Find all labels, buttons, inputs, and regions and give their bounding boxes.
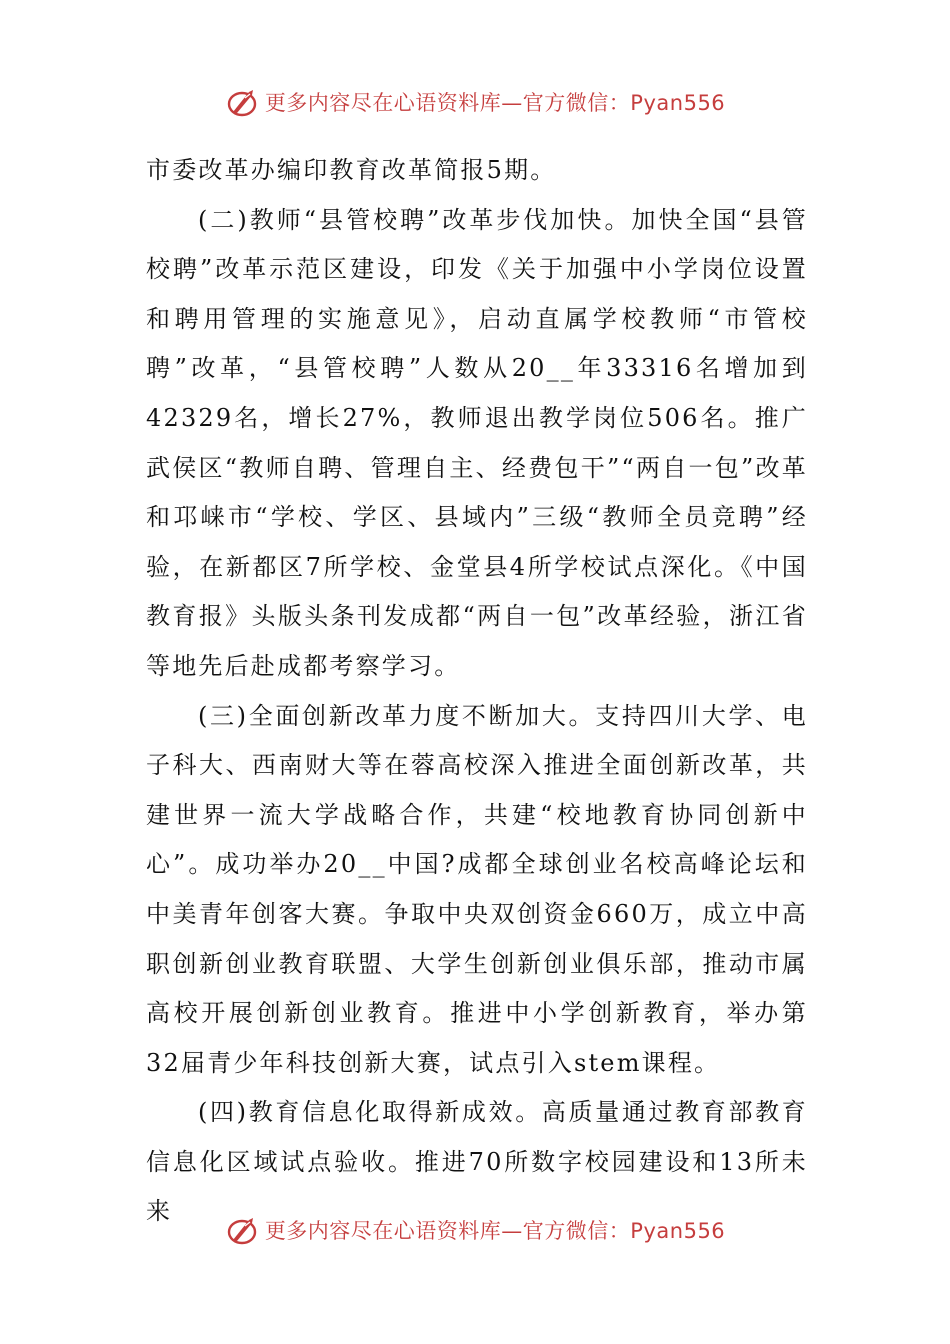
- quill-logo-icon: [225, 84, 261, 120]
- paragraph-continuation: 市委改革办编印教育改革简报5期。: [146, 156, 557, 184]
- header-banner-text: 更多内容尽在心语资料库—官方微信：Pyan556: [264, 91, 726, 115]
- document-body: [146, 146, 808, 1237]
- paragraph-informatization: (四)教育信息化取得新成效。高质量通过教育部教育信息化区域试点验收。推进70所数字校园建设和13所未来: [146, 1098, 808, 1226]
- paragraph-teacher-reform: (二)教师“县管校聘”改革步伐加快。加快全国“县管校聘”改革示范区建设，印发《关于加强中小学岗位设置和聘用管理的实施意见》，启动直属学校教师“市管校聘”改革，“县管校聘”人数从20__年33316名增加到42329名，增长27%，教师退出教学岗位506名。推广武侯区“教师自聘、管理自主、经费包干”“两自一包”改革和邛崃市“学校、学区、县域内”三级“教师全员竞聘”经验，在新都区7所学校、金堂县4所学校试点深化。《中国教育报》头版头条刊发成都“两自一包”改革经验，浙江省等地先后赴成都考察学习。: [146, 205, 808, 680]
- quill-logo-icon: [225, 1212, 261, 1248]
- footer-banner: [0, 1210, 950, 1250]
- paragraph-innovation-reform: (三)全面创新改革力度不断加大。支持四川大学、电子科大、西南财大等在蓉高校深入推进全面创新改革，共建世界一流大学战略合作，共建“校地教育协同创新中心”。成功举办20__中国?成都全球创业名校高峰论坛和中美青年创客大赛。争取中央双创资金660万，成立中高职创新创业教育联盟、大学生创新创业俱乐部，推动市属高校开展创新创业教育。推进中小学创新教育，举办第32届青少年科技创新大赛，试点引入stem课程。: [146, 701, 808, 1077]
- header-banner: [0, 82, 950, 122]
- footer-banner-text: 更多内容尽在心语资料库—官方微信：Pyan556: [264, 1219, 726, 1243]
